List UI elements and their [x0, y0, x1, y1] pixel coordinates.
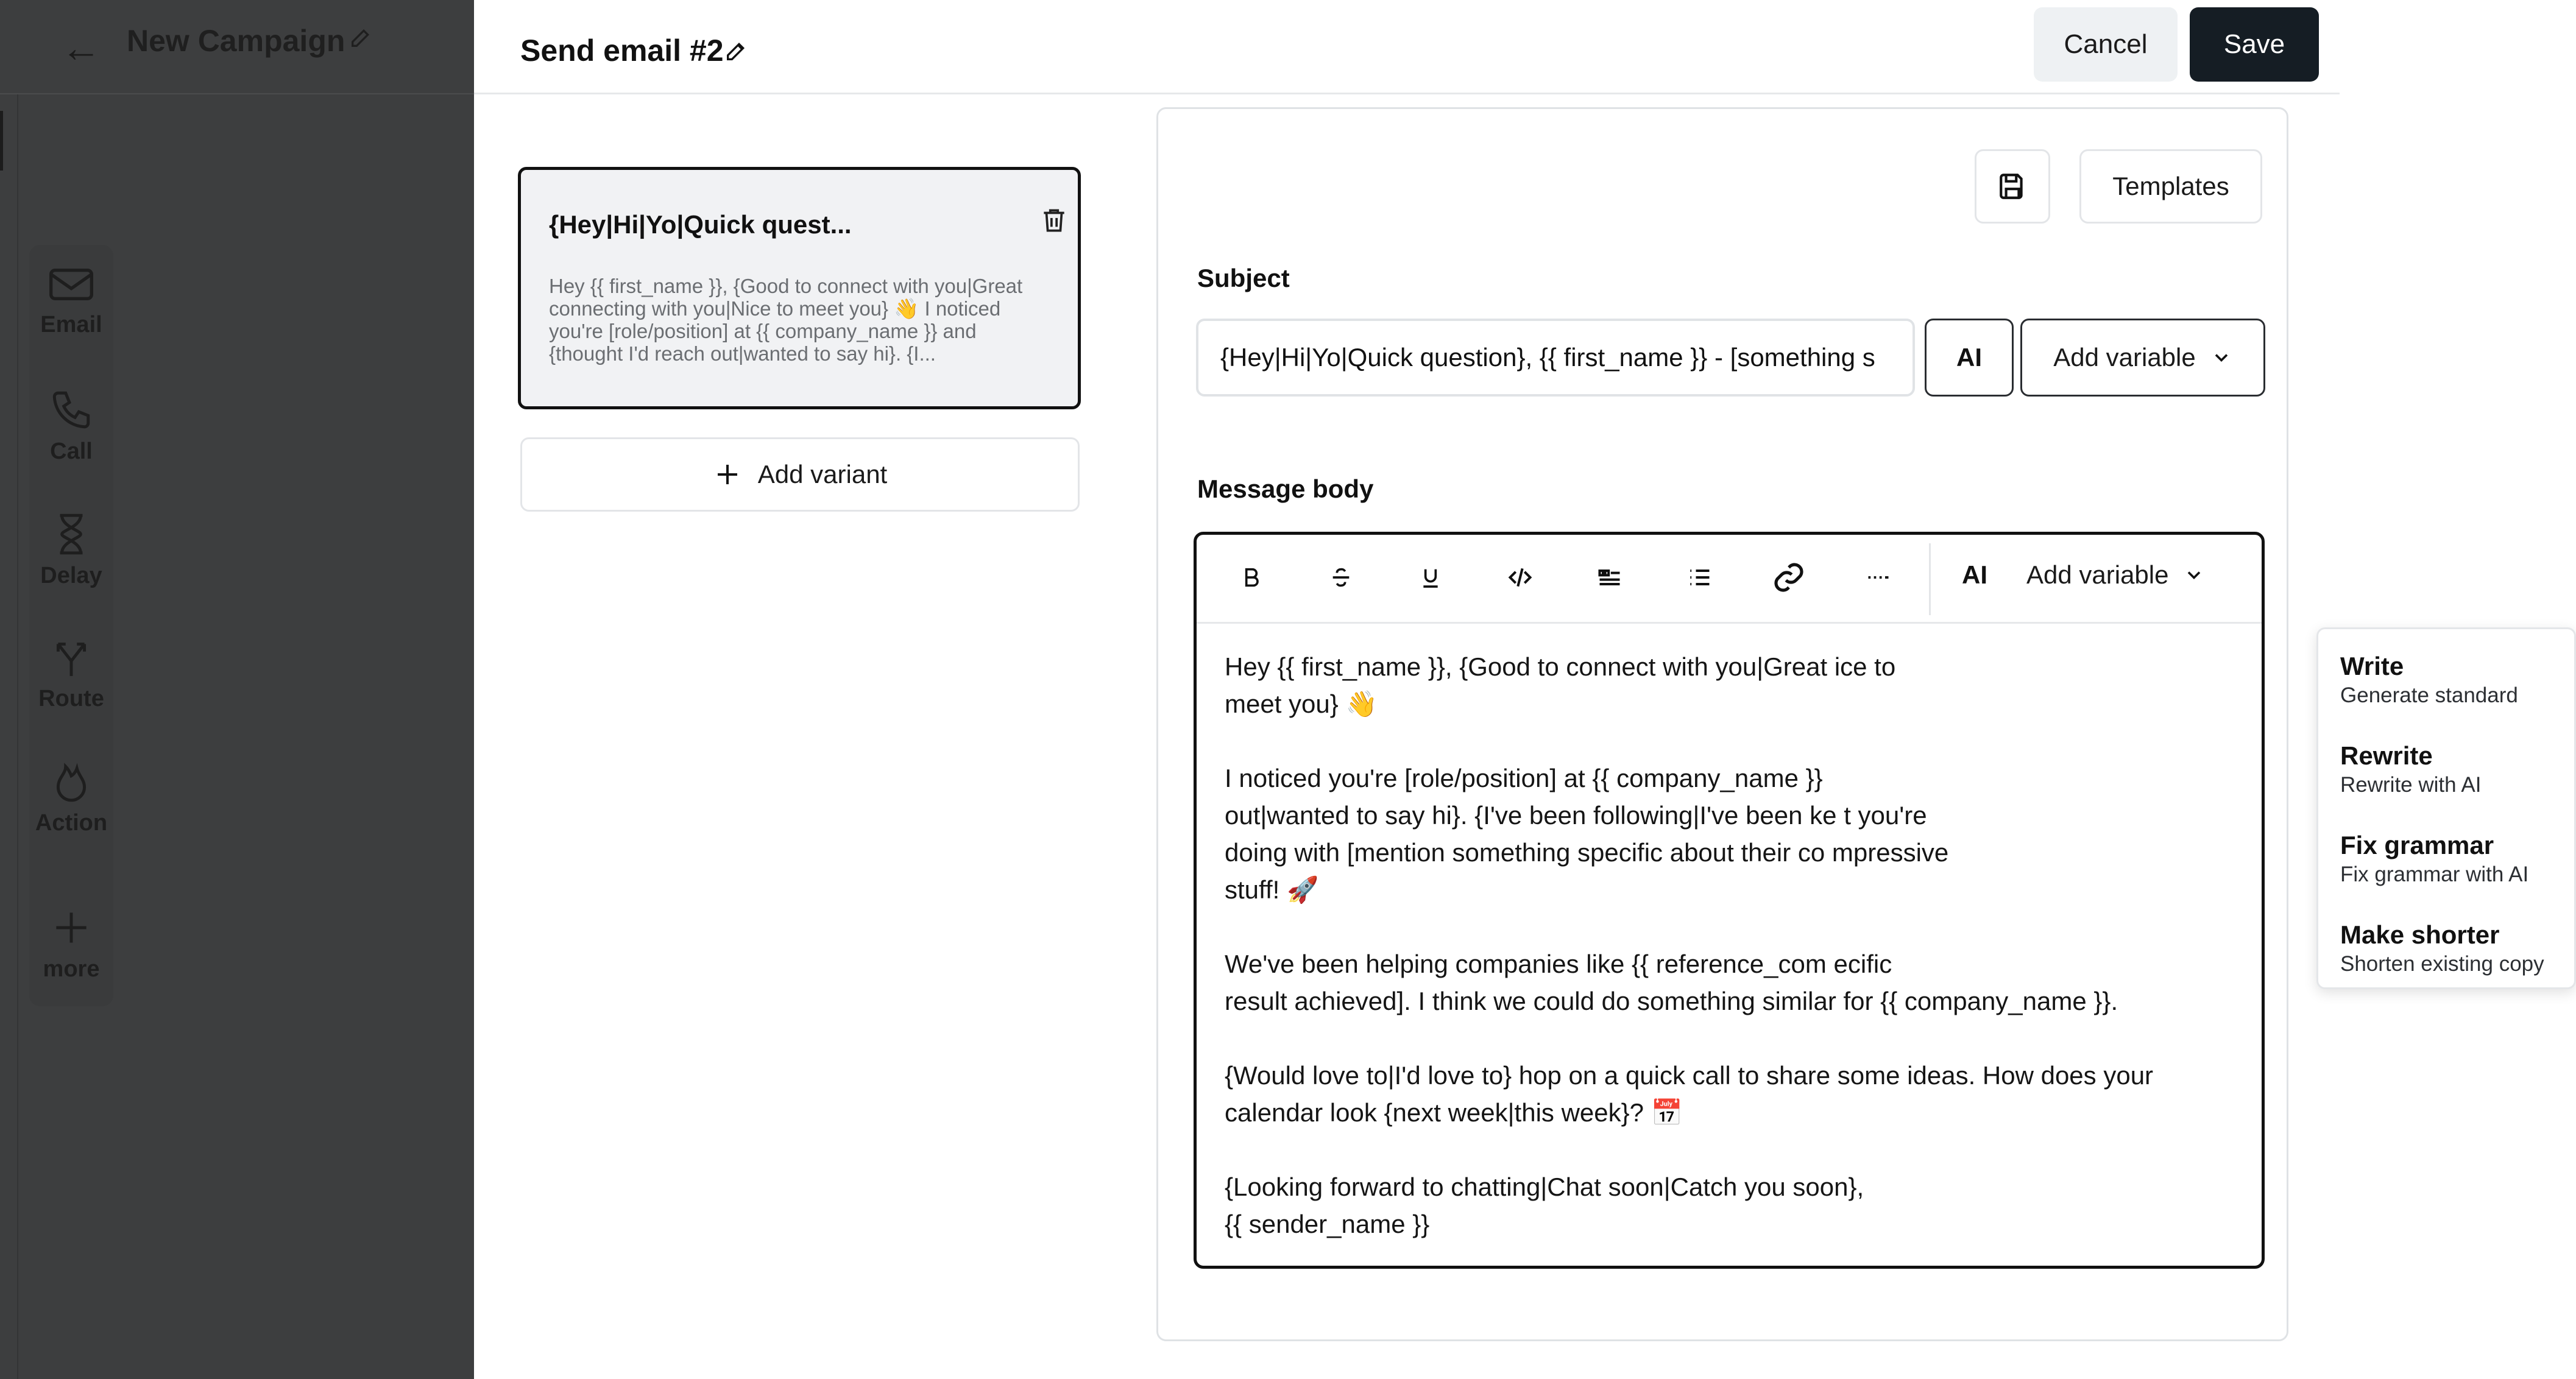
add-variable-label: Add variable — [2026, 560, 2169, 589]
campaign-title: New Campaign — [127, 24, 345, 58]
plus-icon — [47, 905, 96, 950]
add-variant-label: Add variant — [757, 460, 888, 488]
body-paragraph: We've been helping companies like {{ reference_com ecific result achieved]. I think we could do something similar for {{ company_name }}. — [1225, 950, 2118, 1015]
menu-item-subtitle: Fix grammar with AI — [2340, 862, 2529, 886]
ai-actions-menu — [2316, 627, 2576, 989]
ai-menu-item-make-shorter[interactable] — [2340, 920, 2572, 978]
menu-item-title: Rewrite — [2340, 741, 2433, 770]
message-body-editor[interactable] — [1194, 532, 2265, 1269]
templates-button[interactable]: Templates — [2079, 149, 2262, 224]
mail-icon — [47, 263, 96, 306]
tool-label: Route — [38, 686, 104, 711]
tool-label: Action — [35, 810, 108, 836]
canvas-edge — [17, 94, 18, 1379]
strikethrough-icon[interactable] — [1322, 558, 1361, 597]
save-button[interactable]: Save — [2190, 7, 2319, 82]
campaign-builder-background — [0, 0, 474, 1379]
ai-menu-item-fix-grammar[interactable] — [2340, 830, 2572, 889]
tool-label: Email — [40, 312, 102, 337]
menu-item-title: Write — [2340, 652, 2404, 680]
toolbar-add-variable-button[interactable] — [2026, 560, 2205, 590]
chevron-down-icon — [2183, 564, 2205, 586]
tool-route[interactable] — [29, 635, 113, 712]
subject-input[interactable]: {Hey|Hi|Yo|Quick question}, {{ first_name }} - [something s — [1196, 319, 1915, 397]
tool-label: Delay — [40, 563, 102, 588]
body-paragraph: {Would love to|I'd love to} hop on a quick call to share some ideas. How does your calendar look {next week|this week}? 📅 — [1225, 1061, 2154, 1127]
pencil-icon[interactable] — [349, 26, 373, 53]
variant-preview: Hey {{ first_name }}, {Good to connect with you|Great connecting with you|Nice to meet you} 👋 I noticed you're [role/position] at {{ company_name }} and {thought I'd reach out|wanted to say hi}. {I... — [549, 275, 1023, 365]
hourglass-icon — [47, 512, 96, 557]
menu-item-subtitle: Shorten existing copy — [2340, 952, 2544, 976]
link-icon[interactable] — [1769, 558, 1808, 597]
tool-delay[interactable] — [29, 512, 113, 589]
body-paragraph: Hey {{ first_name }}, {Good to connect with you|Great ice to meet you} 👋 — [1225, 652, 1896, 718]
tool-email[interactable] — [29, 263, 113, 338]
ai-menu-item-write[interactable] — [2340, 651, 2572, 710]
subject-add-variable-button[interactable] — [2020, 319, 2265, 397]
toolbar-divider — [1929, 543, 1931, 615]
back-arrow-icon[interactable]: ← — [61, 25, 101, 70]
edit-title-pencil-icon[interactable] — [724, 39, 748, 66]
tool-call[interactable] — [29, 387, 113, 465]
variant-title: {Hey|Hi|Yo|Quick quest... — [549, 210, 852, 239]
tool-action[interactable] — [29, 759, 113, 836]
route-split-icon — [47, 635, 96, 680]
email-step-modal — [474, 0, 2544, 1379]
menu-item-title: Fix grammar — [2340, 831, 2494, 859]
tool-label: more — [43, 956, 100, 982]
campaign-header — [0, 0, 474, 94]
message-body-label: Message body — [1197, 474, 1374, 503]
add-variable-label: Add variable — [2053, 343, 2196, 372]
trash-icon[interactable] — [1039, 205, 1069, 239]
message-body-text[interactable] — [1225, 648, 2236, 1280]
toolbar-ai-button[interactable]: AI — [1962, 560, 1987, 589]
menu-item-subtitle: Generate standard — [2340, 683, 2518, 707]
tool-rail — [29, 245, 113, 1006]
variant-card[interactable] — [518, 167, 1081, 409]
underline-icon[interactable] — [1411, 558, 1450, 597]
modal-header — [474, 0, 2340, 94]
ai-menu-item-rewrite[interactable] — [2340, 741, 2572, 799]
floppy-disk-icon — [1997, 171, 2028, 202]
canvas-marker — [0, 111, 3, 171]
tool-label: Call — [50, 439, 93, 464]
tool-more[interactable] — [29, 905, 113, 982]
horizontal-rule-icon[interactable] — [1859, 558, 1898, 597]
menu-item-subtitle: Rewrite with AI — [2340, 773, 2482, 797]
subject-label: Subject — [1197, 264, 1290, 292]
flame-icon — [47, 759, 96, 804]
subject-ai-button[interactable]: AI — [1925, 319, 2014, 397]
email-editor-panel — [1156, 107, 2288, 1341]
save-template-button[interactable] — [1975, 149, 2050, 224]
phone-icon — [47, 387, 96, 432]
quote-icon[interactable] — [1590, 558, 1629, 597]
menu-item-title: Make shorter — [2340, 920, 2500, 949]
body-paragraph: {Looking forward to chatting|Chat soon|Catch you soon}, {{ sender_name }} — [1225, 1173, 1864, 1238]
code-icon[interactable] — [1501, 558, 1540, 597]
bold-icon[interactable] — [1232, 558, 1271, 597]
cancel-button[interactable]: Cancel — [2034, 7, 2178, 82]
plus-icon — [713, 460, 742, 489]
formatting-toolbar — [1197, 535, 2262, 624]
chevron-down-icon — [2210, 347, 2232, 369]
add-variant-button[interactable] — [520, 437, 1080, 512]
body-paragraph: I noticed you're [role/position] at {{ company_name }} out|wanted to say hi}. {I've been following|I've been ke t you're doing with [mention something specific about their co mpressive stuff! 🚀 — [1225, 764, 1949, 904]
bullet-list-icon[interactable] — [1680, 558, 1719, 597]
modal-title: Send email #2 — [520, 34, 724, 68]
